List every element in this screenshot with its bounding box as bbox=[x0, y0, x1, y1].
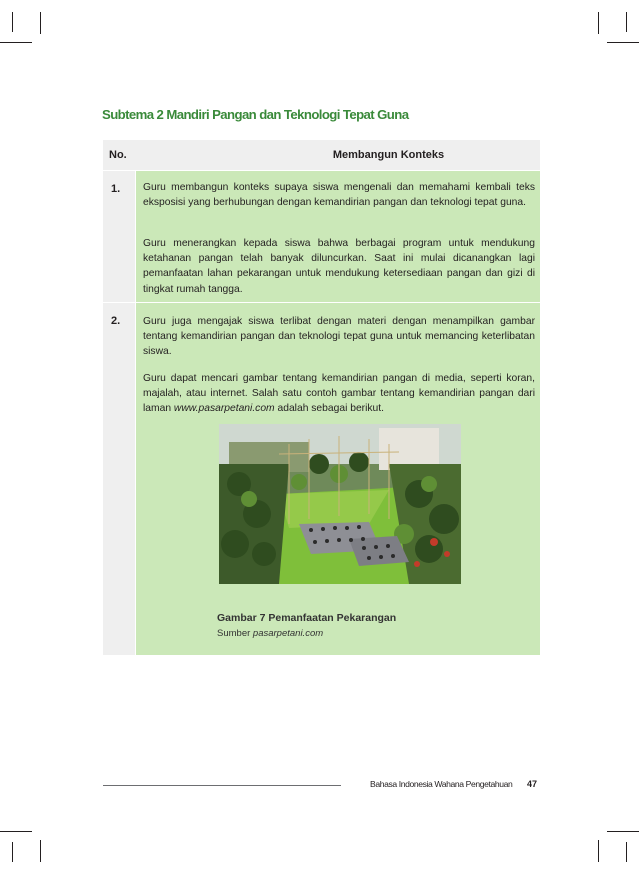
paragraph: Guru juga mengajak siswa terlibat dengan materi dengan menampilkan gambar tentang kemandirian pangan dan teknologi tepat guna untuk memancing keterlibatan siswa. bbox=[143, 316, 535, 358]
figure-source-label: Sumber bbox=[217, 628, 251, 639]
figure-source-site: pasarpetani.com bbox=[252, 628, 324, 639]
row-number-cell bbox=[103, 171, 135, 302]
paragraph: Guru membangun konteks supaya siswa mengenali dan memahami kembali teks eksposisi yang berhubungan dengan kemandirian pangan dan teknologi tepat guna. bbox=[143, 182, 535, 209]
crop-mark bbox=[40, 840, 41, 862]
crop-mark bbox=[607, 42, 639, 43]
page-number: 47 bbox=[527, 779, 538, 789]
column-header-no: No. bbox=[109, 149, 127, 161]
crop-mark bbox=[626, 12, 627, 32]
crop-mark bbox=[607, 831, 639, 832]
crop-mark bbox=[0, 831, 32, 832]
subtheme-title: Subtema 2 Mandiri Pangan dan Teknologi Tepat Guna bbox=[102, 107, 409, 122]
crop-mark bbox=[598, 12, 599, 34]
paragraph-text: adalah sebagai berikut. bbox=[274, 403, 384, 415]
figure-caption: Gambar 7 Pemanfaatan Pekarangan bbox=[217, 612, 397, 624]
crop-mark bbox=[598, 840, 599, 862]
garden-illustration bbox=[219, 424, 461, 584]
paragraph-text: Guru dapat mencari gambar tentang kemandirian pangan di media, seperti koran, majalah, atau internet. Salah satu contoh gambar tentang kemandirian pangan dari laman bbox=[143, 373, 535, 415]
crop-mark bbox=[12, 842, 13, 862]
crop-mark bbox=[12, 12, 13, 32]
row-number-cell bbox=[103, 303, 135, 655]
crop-mark bbox=[0, 42, 32, 43]
footer-book-title: Bahasa Indonesia Wahana Pengetahuan bbox=[370, 779, 513, 789]
crop-mark bbox=[40, 12, 41, 34]
website-link[interactable]: www.pasarpetani.com bbox=[173, 403, 275, 415]
row-number: 1. bbox=[111, 183, 121, 195]
table-header bbox=[103, 140, 540, 170]
column-header-title: Membangun Konteks bbox=[332, 149, 445, 161]
garden-photo bbox=[219, 424, 461, 584]
paragraph: Guru menerangkan kepada siswa bahwa berbagai program untuk mendukung ketahanan pangan telah banyak diluncurkan. Saat ini mulai dicanangkan lagi pemanfaatan lahan pekarangan untuk mendukung ketersediaan pangan dan gizi di tingkat rumah tangga. bbox=[143, 238, 535, 295]
figure-source bbox=[217, 628, 323, 639]
crop-mark bbox=[626, 842, 627, 862]
paragraph bbox=[143, 371, 535, 417]
footer-rule bbox=[103, 785, 341, 786]
row-number: 2. bbox=[111, 315, 121, 327]
